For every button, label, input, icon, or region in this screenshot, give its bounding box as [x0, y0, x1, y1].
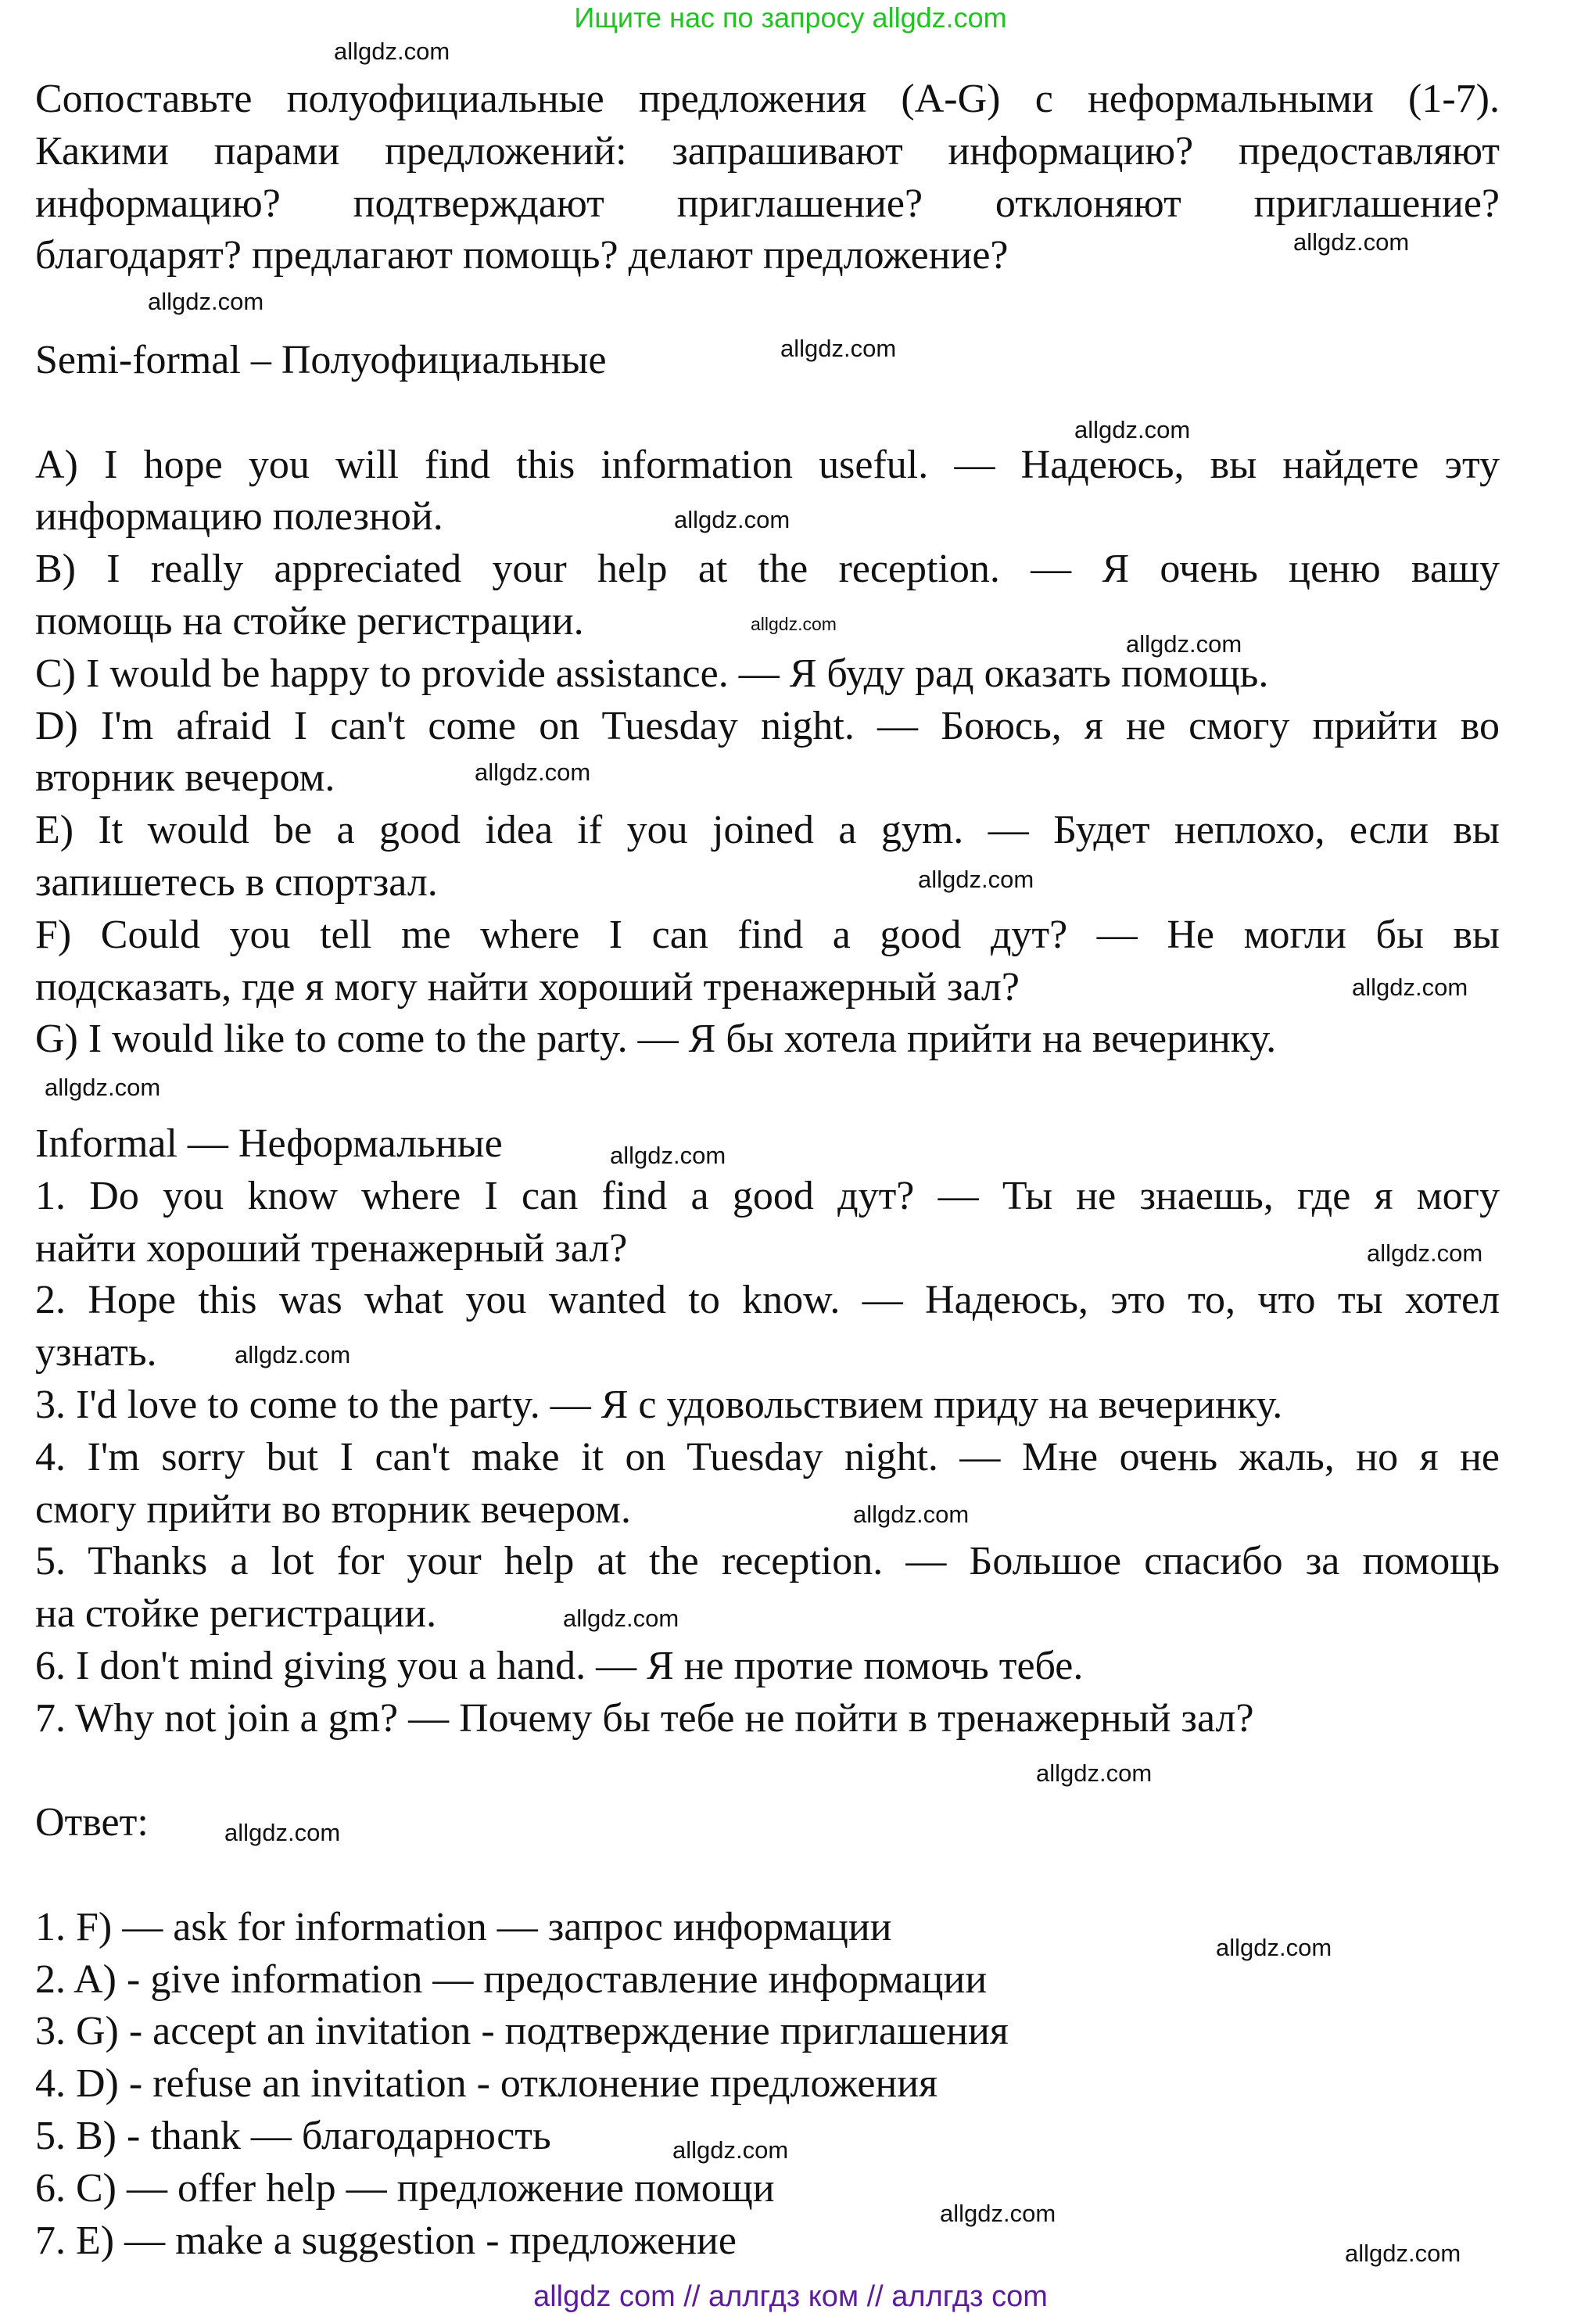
text-line: Какими парами предложений: запрашивают информацию? предоставляют [35, 128, 1500, 174]
text-line: 2. Hope this was what you wanted to know. — Надеюсь, это то, что ты хотел [35, 1278, 1500, 1323]
text-line: найти хороший тренажерный зал? [35, 1225, 628, 1271]
paragraph [35, 2006, 1500, 2058]
watermark: allgdz.com [563, 1605, 679, 1632]
paragraph [35, 2058, 1500, 2111]
text-line: F) Could you tell me where I can find a good дут? — Не могли бы вы [35, 912, 1500, 957]
paragraph [35, 1171, 1500, 1275]
watermark: allgdz.com [1216, 1934, 1332, 1961]
watermark: allgdz.com [610, 1142, 726, 1169]
text-line: информацию полезной. [35, 494, 443, 540]
text-line: 3. G) - accept an invitation - подтверждение приглашения [35, 2009, 1009, 2054]
watermark: allgdz.com [918, 866, 1034, 893]
text-line: 6. I don't mind giving you a hand. — Я не протие помочь тебе. [35, 1643, 1084, 1688]
paragraph [35, 1432, 1500, 1537]
paragraph [35, 2215, 1500, 2268]
text-line: 5. Thanks a lot for your help at the reception. — Большое спасибо за помощь [35, 1539, 1500, 1584]
blank-line [35, 1849, 1500, 1902]
text-line: 1. F) — ask for information — запрос информации [35, 1904, 892, 1949]
watermark: allgdz.com [853, 1501, 970, 1528]
text-line: B) I really appreciated your help at the reception. — Я очень ценю вашу [35, 547, 1500, 592]
text-line: подсказать, где я могу найти хороший тренажерный зал? [35, 964, 1020, 1010]
paragraph [35, 1013, 1500, 1066]
watermark: allgdz.com [1074, 416, 1191, 443]
text-line: Informal — Неформальные [35, 1121, 503, 1166]
watermark: allgdz.com [475, 759, 591, 786]
footer-banner-link[interactable]: allgdz com // аллгдз ком // аллгдз com [533, 2280, 1048, 2313]
watermark: allgdz.com [1367, 1239, 1483, 1267]
text-line: 1. Do you know where I can find a good дут? — Ты не знаешь, где я могу [35, 1173, 1500, 1218]
paragraph [35, 909, 1500, 1014]
watermark: allgdz.com [334, 38, 450, 65]
watermark: allgdz.com [235, 1341, 351, 1368]
text-line: A) I hope you will find this information useful. — Надеюсь, вы найдете эту [35, 442, 1500, 487]
text-line: 4. D) - refuse an invitation - отклонение предложения [35, 2061, 938, 2107]
text-line: Ответ: [35, 1800, 149, 1845]
text-line: вторник вечером. [35, 755, 335, 801]
text-line: помощь на стойке регистрации. [35, 598, 584, 644]
blank-line [35, 1745, 1500, 1798]
paragraph [35, 1118, 1500, 1171]
paragraph [35, 2163, 1500, 2215]
text-line: благодарят? предлагают помощь? делают предложение? [35, 233, 1009, 278]
text-line: смогу прийти во вторник вечером. [35, 1487, 631, 1532]
watermark: allgdz.com [1126, 630, 1242, 658]
text-line: узнать. [35, 1330, 157, 1375]
text-line: информацию? подтверждают приглашение? отклоняют приглашение? [35, 181, 1500, 226]
text-line: C) I would be happy to provide assistance. — Я буду рад оказать помощь. [35, 651, 1269, 696]
text-line: 6. C) — offer help — предложение помощи [35, 2165, 775, 2211]
text-line: на стойке регистрации. [35, 1591, 437, 1637]
paragraph [35, 1379, 1500, 1432]
blank-line [35, 1066, 1500, 1118]
paragraph [35, 701, 1500, 805]
text-line: 7. E) — make a suggestion - предложение [35, 2218, 737, 2263]
watermark: allgdz.com [674, 506, 790, 533]
watermark: allgdz.com [751, 614, 837, 634]
text-line: 4. I'm sorry but I can't make it on Tuesday night. — Мне очень жаль, но я не [35, 1434, 1500, 1479]
watermark: allgdz.com [1352, 974, 1468, 1001]
paragraph [35, 74, 1500, 282]
paragraph [35, 1693, 1500, 1745]
paragraph [35, 1536, 1500, 1641]
watermark: allgdz.com [780, 335, 897, 362]
text-line: G) I would like to come to the party. — Я бы хотела прийти на вечеринку. [35, 1017, 1277, 1062]
watermark: allgdz.com [148, 288, 264, 315]
paragraph [35, 1641, 1500, 1693]
watermark: allgdz.com [45, 1074, 161, 1101]
text-line: 5. B) - thank — благодарность [35, 2114, 551, 2159]
watermark: allgdz.com [672, 2136, 789, 2164]
blank-line [35, 387, 1500, 439]
watermark: allgdz.com [224, 1819, 341, 1846]
text-line: 7. Why not join a gm? — Почему бы тебе не пойти в тренажерный зал? [35, 1695, 1254, 1741]
paragraph [35, 648, 1500, 701]
watermark: allgdz.com [1293, 228, 1410, 256]
paragraph [35, 805, 1500, 909]
text-line: D) I'm afraid I can't come on Tuesday night. — Боюсь, я не смогу прийти во [35, 703, 1500, 748]
text-line: запишетесь в спортзал. [35, 859, 438, 905]
text-line: Сопоставьте полуофициальные предложения (A-G) с неформальными (1-7). [35, 77, 1500, 121]
text-line: Semi-formal – Полуофициальные [35, 337, 607, 382]
text-line: E) It would be a good idea if you joined a gym. — Будет неплохо, если вы [35, 808, 1500, 853]
text-line: 2. A) - give information — предоставление информации [35, 1956, 988, 2002]
watermark: allgdz.com [1036, 1759, 1153, 1787]
text-line: 3. I'd love to come to the party. — Я с удовольствием приду на вечеринку. [35, 1382, 1283, 1427]
search-banner-link[interactable]: Ищите нас по запросу allgdz.com [574, 2, 1007, 34]
paragraph [35, 335, 1500, 387]
watermark: allgdz.com [1345, 2240, 1461, 2267]
watermark: allgdz.com [940, 2200, 1056, 2227]
